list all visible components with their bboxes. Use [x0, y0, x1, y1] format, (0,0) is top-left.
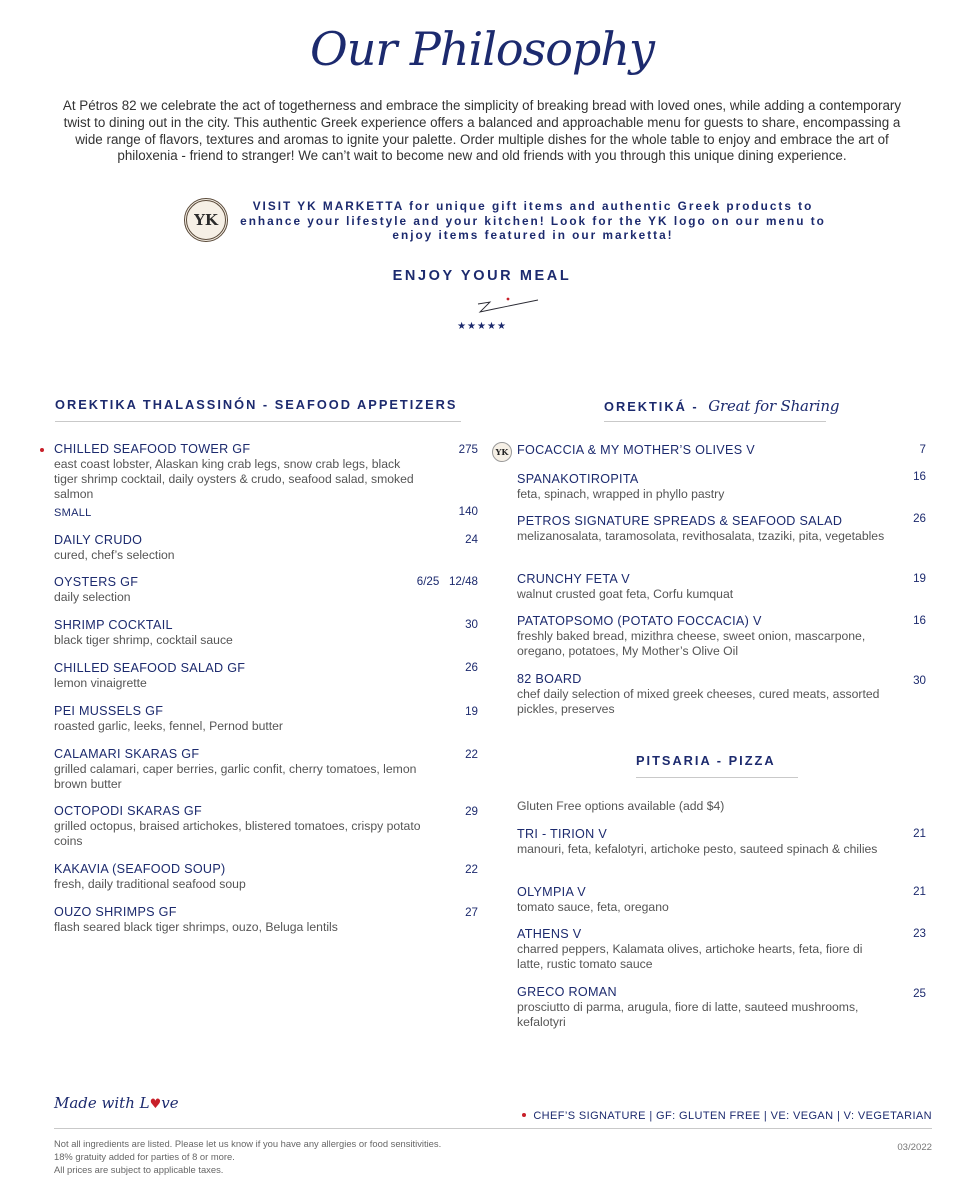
menu-item-name-line: [517, 443, 887, 458]
menu-item-price: 19: [913, 572, 926, 585]
menu-item: [54, 442, 424, 502]
menu-item: [517, 885, 887, 915]
menu-item: [54, 862, 424, 892]
menu-item-description: black tiger shrimp, cocktail sauce: [54, 633, 233, 647]
menu-item: [517, 614, 887, 659]
menu-item-price: 21: [913, 827, 926, 840]
pizza-gluten-free-note: Gluten Free options available (add $4): [517, 799, 725, 813]
menu-item-name-line: [54, 618, 424, 633]
menu-item: [54, 905, 424, 935]
made-with-text: Made with L: [54, 1094, 150, 1112]
yk-marketta-logo-icon: YK: [492, 442, 512, 462]
menu-item-description: grilled calamari, caper berries, garlic confit, cherry tomatoes, lemon brown butter: [54, 762, 417, 791]
dietary-tag: GF: [120, 575, 139, 589]
menu-item-name: OCTOPODI SKARAS: [54, 804, 181, 818]
dietary-tag: GF: [183, 804, 202, 818]
menu-item-description: fresh, daily traditional seafood soup: [54, 877, 246, 891]
dietary-tag: V: [577, 885, 586, 899]
menu-item-name-line: [54, 862, 424, 877]
menu-item-price: 6/25 12/48: [416, 575, 478, 588]
menu-item-name-line: [517, 472, 887, 487]
yk-promo-text: VISIT YK MARKETTA for unique gift items and authentic Greek products to enhance your lifestyle and your kitchen! Look for the YK logo on our menu to enjoy items featured in our marketta!: [240, 199, 826, 242]
menu-item-description: chef daily selection of mixed greek cheeses, cured meats, assorted pickles, preserves: [517, 687, 880, 716]
dietary-tag: GF: [232, 442, 251, 456]
pizza-section-heading: PITSARIA - PIZZA: [636, 753, 776, 768]
yk-marketta-promo: [184, 196, 834, 242]
menu-item-price: 7: [919, 443, 926, 456]
menu-item: [54, 661, 424, 691]
menu-item-description: flash seared black tiger shrimps, ouzo, Beluga lentils: [54, 920, 338, 934]
menu-item-name: OUZO SHRIMPS: [54, 905, 155, 919]
menu-item-name: CHILLED SEAFOOD TOWER: [54, 442, 229, 456]
menu-item-name-line: [517, 827, 887, 842]
menu-item-name-line: [54, 747, 424, 762]
menu-item-description: walnut crusted goat feta, Corfu kumquat: [517, 587, 734, 601]
menu-item-name: PEI MUSSELS: [54, 704, 142, 718]
menu-item-name: FOCACCIA & MY MOTHER’S OLIVES: [517, 443, 743, 457]
menu-item: [54, 618, 424, 648]
dietary-legend: [520, 1110, 932, 1122]
menu-item-name: PATATOPSOMO (POTATO FOCCACIA): [517, 614, 750, 628]
dietary-tag: GF: [227, 661, 246, 675]
menu-item-name: 82 BOARD: [517, 672, 582, 686]
menu-item-price: 275: [458, 443, 478, 456]
menu-item-name: KAKAVIA (SEAFOOD SOUP): [54, 862, 226, 876]
menu-date-code: 03/2022: [897, 1142, 932, 1153]
menu-item-name-line: [54, 505, 424, 521]
menu-item-name-line: [54, 905, 424, 920]
menu-item-name-line: [54, 575, 424, 590]
menu-item-description: grilled octopus, braised artichokes, blistered tomatoes, crispy potato coins: [54, 819, 421, 848]
menu-item-description: manouri, feta, kefalotyri, artichoke pesto, sauteed spinach & chilies: [517, 842, 878, 856]
rating-stars-icon: ★★★★★: [457, 321, 507, 332]
menu-item: [517, 672, 887, 717]
menu-item-description: charred peppers, Kalamata olives, artichoke hearts, feta, fiore di latte, rustic tomato sauce: [517, 942, 863, 971]
menu-item-name: OLYMPIA: [517, 885, 574, 899]
menu-item-price: 19: [465, 705, 478, 718]
menu-item-name-line: [517, 927, 887, 942]
great-for-sharing-label: Great for Sharing: [708, 397, 840, 415]
menu-item-name: PETROS SIGNATURE SPREADS & SEAFOOD SALAD: [517, 514, 843, 528]
dietary-tag: V: [746, 443, 755, 457]
made-with-love-label: [54, 1094, 179, 1112]
menu-item-name: SMALL: [54, 507, 92, 519]
menu-item-price: 25: [913, 987, 926, 1000]
orektika-heading-text: OREKTIKÁ -: [604, 399, 699, 414]
dietary-tag: GF: [181, 747, 200, 761]
menu-item-description: cured, chef’s selection: [54, 548, 175, 562]
menu-item-description: roasted garlic, leeks, fennel, Pernod butter: [54, 719, 283, 733]
menu-item-price: 22: [465, 748, 478, 761]
yk-marketta-logo: YK: [184, 198, 228, 242]
menu-item-price: 30: [465, 618, 478, 631]
menu-item-name-line: [54, 661, 424, 676]
footnote-line: Not all ingredients are listed. Please let us know if you have any allergies or food sensitivities.: [54, 1138, 442, 1149]
menu-item: [517, 985, 887, 1030]
menu-item: [54, 747, 424, 792]
menu-item-price: 16: [913, 470, 926, 483]
dietary-tag: V: [752, 614, 762, 628]
menu-item-name: CHILLED SEAFOOD SALAD: [54, 661, 224, 675]
dietary-tag: V: [621, 572, 630, 586]
menu-item-name-line: [517, 985, 887, 1000]
menu-item-name: TRI - TIRION: [517, 827, 595, 841]
menu-item: [517, 472, 887, 502]
dietary-tag: V: [598, 827, 608, 841]
page-title: Our Philosophy: [309, 22, 654, 76]
seafood-section-heading: OREKTIKA THALASSINÓN - SEAFOOD APPETIZERS: [55, 397, 458, 412]
menu-item-description: lemon vinaigrette: [54, 676, 147, 690]
menu-item-name: SHRIMP COCKTAIL: [54, 618, 173, 632]
footnote-line: 18% gratuity added for parties of 8 or more.: [54, 1151, 235, 1162]
menu-item-price: 29: [465, 805, 478, 818]
legend-text: CHEF’S SIGNATURE | GF: GLUTEN FREE | VE: VEGAN | V: VEGETARIAN: [533, 1110, 932, 1122]
menu-item: [517, 827, 887, 857]
menu-item: [54, 575, 424, 605]
menu-item: [54, 505, 424, 521]
menu-item-description: freshly baked bread, mizithra cheese, sweet onion, mascarpone, oregano, potatoes, My Mother’s Olive Oil: [517, 629, 866, 658]
menu-item-name-line: [517, 672, 887, 687]
menu-item-description: melizanosalata, taramosolata, revithosalata, tzaziki, pita, vegetables: [517, 529, 885, 543]
menu-item-name-line: [517, 885, 887, 900]
menu-item-price: 26: [913, 512, 926, 525]
footnote-line: All prices are subject to applicable taxes.: [54, 1164, 224, 1175]
menu-item-price: 21: [913, 885, 926, 898]
menu-item-name: DAILY CRUDO: [54, 533, 143, 547]
menu-item-name: GRECO ROMAN: [517, 985, 617, 999]
menu-item: [517, 514, 887, 544]
dietary-tag: GF: [145, 704, 164, 718]
menu-item: [54, 704, 424, 734]
chef-signature-dot-icon: [40, 448, 44, 452]
menu-item-price: 26: [465, 661, 478, 674]
menu-item-price: 27: [465, 906, 478, 919]
menu-item-description: prosciutto di parma, arugula, fiore di latte, sauteed mushrooms, kefalotyri: [517, 1000, 859, 1029]
signature-flourish-icon: [472, 296, 544, 320]
menu-item-description: tomato sauce, feta, oregano: [517, 900, 669, 914]
footnotes: [54, 1137, 441, 1176]
menu-item-description: east coast lobster, Alaskan king crab legs, snow crab legs, black tiger shrimp cocktail, daily oysters & crudo, seafood salad, smoked salmon: [54, 457, 414, 501]
menu-item-name-line: [54, 442, 424, 457]
menu-item-name-line: [54, 533, 424, 548]
chef-signature-dot-icon: [522, 1113, 526, 1117]
menu-item: [517, 443, 887, 458]
menu-item-name-line: [54, 704, 424, 719]
dietary-tag: GF: [158, 905, 177, 919]
menu-item-price: 16: [913, 614, 926, 627]
menu-item-name: CRUNCHY FETA: [517, 572, 618, 586]
menu-item-name-line: [517, 514, 887, 529]
heart-icon: ♥: [149, 1097, 162, 1112]
orektika-heading-rule: [604, 421, 826, 422]
menu-item: [54, 533, 424, 563]
menu-item-description: daily selection: [54, 590, 131, 604]
menu-item-description: feta, spinach, wrapped in phyllo pastry: [517, 487, 725, 501]
dietary-tag: V: [572, 927, 582, 941]
menu-item-name: CALAMARI SKARAS: [54, 747, 178, 761]
menu-item-price: 23: [913, 927, 926, 940]
menu-item-name: OYSTERS: [54, 575, 117, 589]
menu-item-name-line: [517, 572, 887, 587]
menu-item-name: ATHENS: [517, 927, 569, 941]
footer-rule: [54, 1128, 932, 1129]
menu-item-name-line: [517, 614, 887, 629]
menu-item: [54, 804, 424, 849]
menu-item-price: 22: [465, 863, 478, 876]
pizza-heading-rule: [636, 777, 798, 778]
menu-item-price: 30: [913, 674, 926, 687]
menu-item-name-line: [54, 804, 424, 819]
menu-item: [517, 572, 887, 602]
seafood-heading-rule: [55, 421, 461, 422]
made-with-end: ve: [161, 1094, 179, 1112]
menu-item-price: 24: [465, 533, 478, 546]
orektika-section-heading: [604, 397, 839, 415]
menu-item-price: 140: [458, 505, 478, 518]
menu-item-name: SPANAKOTIROPITA: [517, 472, 639, 486]
menu-item: [517, 927, 887, 972]
philosophy-intro: At Pétros 82 we celebrate the act of togetherness and embrace the simplicity of breaking bread with loved ones, while adding a contemporary twist to dining out in the city. This authentic Greek experience offers a balanced and approachable menu for guests to share, encompassing a wide range of flavors, textures and aromas to ignite your palette. Order multiple dishes for the whole table to enjoy and embrace the art of philoxenia - friend to stranger! We can’t wait to become new and old friends with you through this unique dining experience.: [62, 98, 902, 164]
enjoy-your-meal-heading: ENJOY YOUR MEAL: [392, 268, 572, 284]
